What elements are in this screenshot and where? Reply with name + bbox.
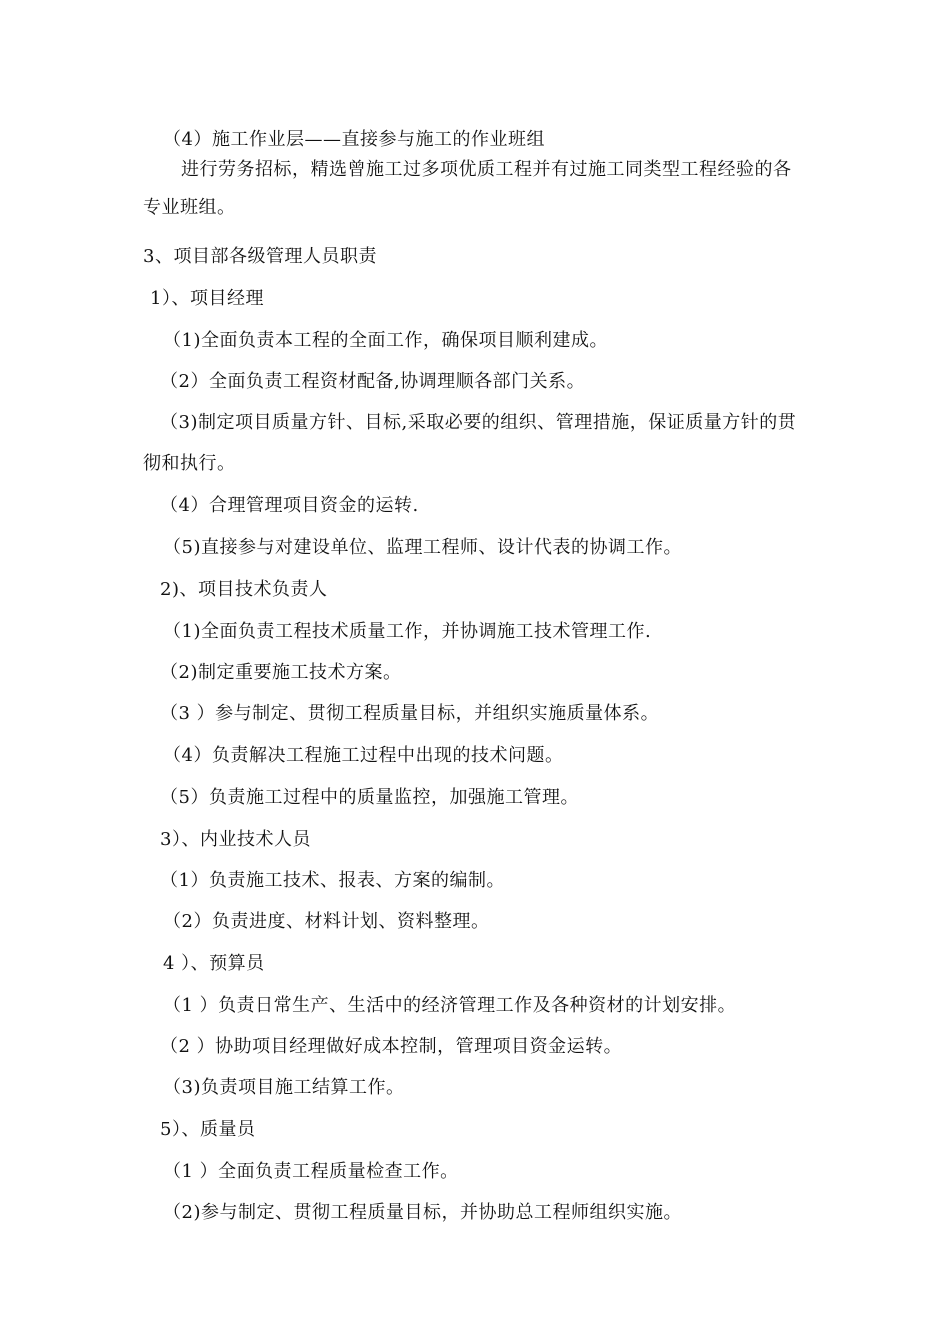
text-line: （1 ）全面负责工程质量检查工作。 [163, 1161, 459, 1182]
text-line: 专业班组。 [143, 197, 236, 218]
text-line: （5)直接参与对建设单位、监理工程师、设计代表的协调工作。 [163, 537, 682, 558]
text-line: （1 ）负责日常生产、生活中的经济管理工作及各种资材的计划安排。 [163, 995, 737, 1016]
text-line: （2 ）协助项目经理做好成本控制，管理项目资金运转。 [160, 1036, 623, 1057]
text-line: （4）负责解决工程施工过程中出现的技术问题。 [163, 745, 564, 766]
text-line: （1）负责施工技术、报表、方案的编制。 [160, 870, 505, 891]
text-line: （2)参与制定、贯彻工程质量目标，并协助总工程师组织实施。 [163, 1202, 682, 1223]
subsection-heading: 2)、项目技术负责人 [160, 579, 328, 600]
subsection-heading: 5）、质量员 [160, 1119, 256, 1140]
text-line: （4）合理管理项目资金的运转. [160, 495, 419, 516]
text-line: （5）负责施工过程中的质量监控，加强施工管理。 [160, 787, 579, 808]
text-line: （1)全面负责本工程的全面工作，确保项目顺利建成。 [163, 330, 608, 351]
text-line: （3)制定项目质量方针、目标,采取必要的组织、管理措施，保证质量方针的贯 [160, 412, 797, 433]
subsection-heading: 4 ）、预算员 [163, 953, 265, 974]
section-heading: 3、项目部各级管理人员职责 [143, 246, 377, 267]
text-line: （2)制定重要施工技术方案。 [160, 662, 402, 683]
text-line: （3)负责项目施工结算工作。 [163, 1077, 405, 1098]
text-line: （3 ）参与制定、贯彻工程质量目标，并组织实施质量体系。 [160, 703, 660, 724]
text-line: （2）全面负责工程资材配备,协调理顺各部门关系。 [160, 371, 586, 392]
text-line: （1)全面负责工程技术质量工作，并协调施工技术管理工作. [163, 621, 652, 642]
text-line: （2）负责进度、材料计划、资料整理。 [163, 911, 490, 932]
text-line: （4）施工作业层——直接参与施工的作业班组 [163, 129, 545, 150]
text-line: 进行劳务招标，精选曾施工过多项优质工程并有过施工同类型工程经验的各 [181, 159, 792, 180]
subsection-heading: 1）、项目经理 [150, 288, 264, 309]
subsection-heading: 3）、内业技术人员 [160, 829, 311, 850]
text-line: 彻和执行。 [143, 453, 236, 474]
